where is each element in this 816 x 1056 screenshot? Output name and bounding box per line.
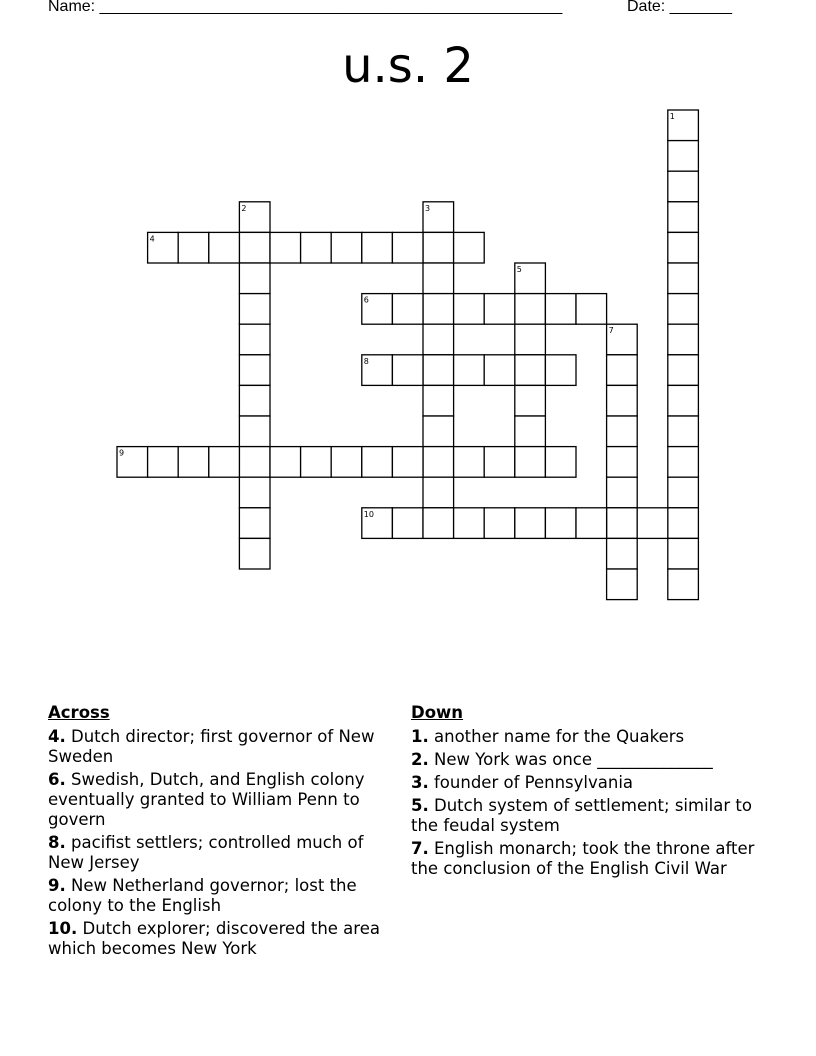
cell-number: 6 (363, 295, 369, 305)
grid-cell[interactable] (301, 232, 332, 263)
grid-cell[interactable] (545, 447, 576, 478)
name-field-label: Name: ____________________________________________________ (48, 0, 563, 15)
grid-cell[interactable] (454, 508, 485, 539)
grid-cell[interactable] (607, 385, 638, 416)
grid-cell[interactable] (668, 416, 699, 447)
grid-cell[interactable] (423, 477, 454, 508)
down-heading: Down (411, 703, 464, 722)
grid-cell[interactable] (148, 447, 179, 478)
grid-cell[interactable] (515, 385, 546, 416)
grid-cell[interactable] (515, 294, 546, 325)
grid-cell[interactable] (668, 324, 699, 355)
grid-cell[interactable] (607, 477, 638, 508)
grid-cell[interactable] (423, 508, 454, 539)
grid-cell[interactable] (270, 447, 301, 478)
grid-cell[interactable] (668, 171, 699, 202)
clue-text: Dutch director; first governor of New Sweden (48, 727, 375, 766)
grid-cell[interactable] (515, 355, 546, 386)
grid-cell[interactable] (545, 508, 576, 539)
date-field-label: Date: _______ (627, 0, 732, 15)
grid-cell[interactable] (607, 569, 638, 600)
down-clues (411, 703, 766, 882)
grid-cell[interactable] (454, 355, 485, 386)
grid-cell[interactable] (331, 232, 362, 263)
cell-number: 7 (608, 326, 614, 336)
grid-cell[interactable] (454, 232, 485, 263)
grid-cell[interactable] (668, 508, 699, 539)
grid-cell[interactable] (423, 416, 454, 447)
clue-number: 5. (411, 796, 429, 815)
grid-cell[interactable] (607, 508, 638, 539)
grid-cell[interactable] (239, 294, 270, 325)
grid-cell[interactable] (178, 232, 209, 263)
grid-cell[interactable] (239, 324, 270, 355)
grid-cell[interactable] (239, 508, 270, 539)
clue-text: founder of Pennsylvania (434, 773, 634, 792)
grid-cell[interactable] (331, 447, 362, 478)
grid-cell[interactable] (423, 355, 454, 386)
clue-number: 1. (411, 727, 429, 746)
grid-cell[interactable] (392, 232, 423, 263)
grid-cell[interactable] (515, 447, 546, 478)
clue-number: 2. (411, 750, 429, 769)
grid-cell[interactable] (270, 232, 301, 263)
grid-cell[interactable] (545, 294, 576, 325)
cell-number: 8 (363, 356, 369, 366)
grid-cell[interactable] (392, 294, 423, 325)
clue-down-2 (411, 750, 766, 770)
grid-cell[interactable] (607, 416, 638, 447)
clue-text: New York was once ______________ (434, 750, 713, 769)
grid-cell[interactable] (668, 477, 699, 508)
grid-cell[interactable] (668, 294, 699, 325)
grid-cell[interactable] (423, 294, 454, 325)
grid-cell[interactable] (392, 508, 423, 539)
grid-cell[interactable] (423, 385, 454, 416)
grid-cell[interactable] (484, 508, 515, 539)
clue-number: 8. (48, 833, 66, 852)
grid-cell[interactable] (239, 416, 270, 447)
across-clues (48, 703, 388, 962)
clue-across-4 (48, 727, 388, 767)
grid-cell[interactable] (668, 202, 699, 233)
across-heading: Across (48, 703, 110, 722)
grid-cell[interactable] (423, 263, 454, 294)
clue-across-6 (48, 770, 388, 830)
clue-text: New Netherland governor; lost the colony to the English (48, 876, 357, 915)
grid-cell[interactable] (668, 569, 699, 600)
grid-cell[interactable] (239, 538, 270, 569)
grid-cell[interactable] (484, 294, 515, 325)
grid-cell[interactable] (484, 355, 515, 386)
clue-number: 9. (48, 876, 66, 895)
grid-cell[interactable] (239, 385, 270, 416)
grid-cell[interactable] (239, 355, 270, 386)
grid-cell[interactable] (392, 355, 423, 386)
clue-number: 10. (48, 919, 78, 938)
grid-cell[interactable] (637, 508, 668, 539)
clue-number: 7. (411, 839, 429, 858)
cell-number: 2 (241, 203, 247, 213)
clue-down-7 (411, 839, 766, 879)
grid-cell[interactable] (607, 538, 638, 569)
grid-cell[interactable] (515, 324, 546, 355)
grid-cell[interactable] (668, 263, 699, 294)
grid-cell[interactable] (239, 232, 270, 263)
clue-number: 6. (48, 770, 66, 789)
cell-number: 4 (149, 234, 155, 244)
clue-text: another name for the Quakers (434, 727, 685, 746)
grid-cell[interactable] (668, 385, 699, 416)
grid-cell[interactable] (484, 447, 515, 478)
grid-cell[interactable] (454, 294, 485, 325)
grid-cell[interactable] (239, 447, 270, 478)
grid-cell[interactable] (362, 447, 393, 478)
grid-cell[interactable] (209, 232, 240, 263)
clue-down-3 (411, 773, 766, 793)
grid-cell[interactable] (668, 538, 699, 569)
page-title: u.s. 2 (342, 38, 474, 94)
clue-text: English monarch; took the throne after the conclusion of the English Civil War (411, 839, 755, 878)
clue-number: 3. (411, 773, 429, 792)
grid-cell[interactable] (668, 232, 699, 263)
clue-down-5 (411, 796, 766, 836)
grid-cell[interactable] (423, 447, 454, 478)
grid-cell[interactable] (454, 447, 485, 478)
grid-cell[interactable] (178, 447, 209, 478)
grid-cell[interactable] (239, 263, 270, 294)
grid-cell[interactable] (668, 141, 699, 172)
grid-cell[interactable] (423, 232, 454, 263)
clue-text: Dutch explorer; discovered the area which becomes New York (48, 919, 380, 958)
clue-number: 4. (48, 727, 66, 746)
grid-cell[interactable] (362, 232, 393, 263)
grid-cell[interactable] (576, 294, 607, 325)
clue-across-9 (48, 876, 388, 916)
clue-across-8 (48, 833, 388, 873)
grid-cell[interactable] (545, 355, 576, 386)
cell-number: 5 (516, 265, 522, 274)
grid-cell[interactable] (515, 508, 546, 539)
grid-cell[interactable] (607, 447, 638, 478)
grid-cell[interactable] (668, 355, 699, 386)
grid-cell[interactable] (576, 508, 607, 539)
clue-text: pacifist settlers; controlled much of New Jersey (48, 833, 364, 872)
grid-cell[interactable] (209, 447, 240, 478)
grid-cell[interactable] (423, 324, 454, 355)
grid-cell[interactable] (515, 416, 546, 447)
cell-number: 9 (119, 448, 125, 458)
grid-cell[interactable] (301, 447, 332, 478)
grid-cell[interactable] (392, 447, 423, 478)
cell-number: 1 (669, 112, 675, 121)
cell-number: 10 (363, 509, 374, 519)
grid-cell[interactable] (668, 447, 699, 478)
clue-text: Dutch system of settlement; similar to the feudal system (411, 796, 752, 835)
clue-down-1 (411, 727, 766, 747)
clue-across-10 (48, 919, 388, 959)
clue-text: Swedish, Dutch, and English colony eventually granted to William Penn to govern (48, 770, 365, 829)
cell-number: 3 (425, 203, 431, 213)
grid-cell[interactable] (239, 477, 270, 508)
grid-cell[interactable] (607, 355, 638, 386)
